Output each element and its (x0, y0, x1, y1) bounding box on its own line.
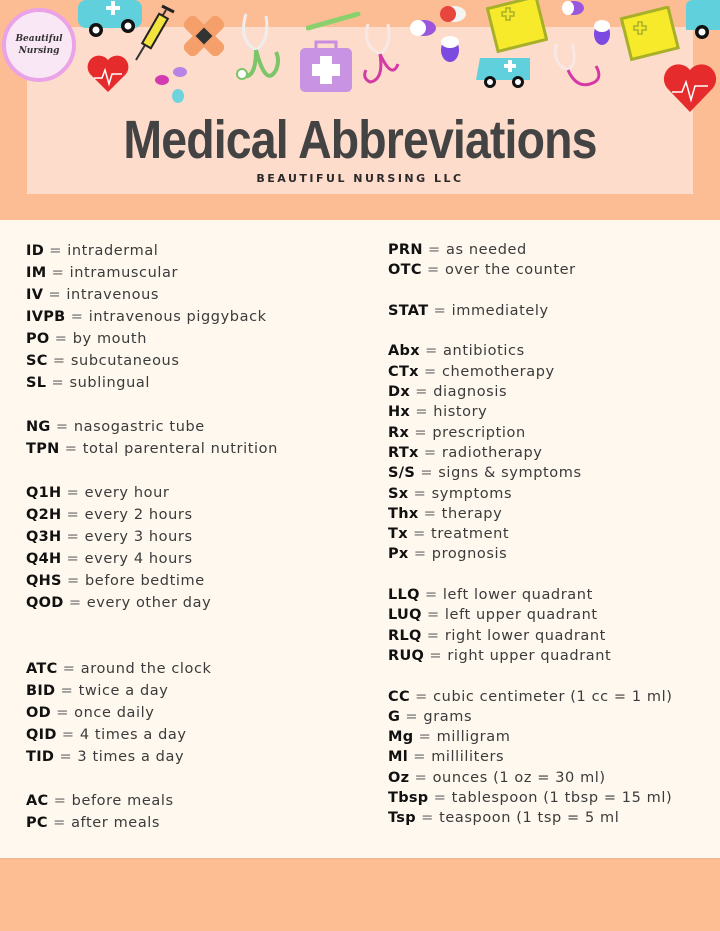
equals-sign: = (423, 444, 437, 461)
equals-sign: = (413, 526, 426, 543)
abbreviation-meaning: intradermal (67, 243, 159, 259)
ambulance-icon (686, 0, 720, 44)
stethoscope-icon (550, 40, 610, 90)
equals-sign: = (52, 353, 66, 369)
abbreviation-term: QOD (26, 595, 64, 611)
abbreviation-term: PC (26, 815, 48, 831)
equals-sign: = (429, 647, 443, 664)
equals-sign: = (66, 529, 80, 545)
abbreviation-term: RUQ (388, 647, 425, 664)
equals-sign: = (64, 441, 78, 457)
abbreviation-entry (26, 526, 278, 548)
first-aid-kit-icon (298, 40, 354, 94)
abbreviation-meaning: twice a day (78, 683, 169, 699)
abbreviation-entry (26, 350, 278, 372)
abbreviation-term: RTx (388, 444, 419, 461)
abbreviation-term: PRN (388, 242, 423, 258)
abbreviation-term: Abx (388, 343, 420, 360)
abbreviation-entry (26, 702, 278, 724)
group-spacer (388, 666, 673, 686)
equals-sign: = (424, 363, 437, 380)
abbreviation-entry (388, 687, 673, 707)
stethoscope-icon (362, 20, 404, 92)
group-spacer (26, 394, 278, 416)
thermometer-icon (306, 10, 362, 32)
abbreviation-term: RLQ (388, 627, 422, 644)
abbreviation-meaning: around the clock (80, 661, 212, 677)
group-spacer (26, 614, 278, 658)
abbreviation-term: PO (26, 331, 50, 347)
equals-sign: = (48, 287, 62, 303)
abbreviation-entry (388, 402, 673, 422)
abbreviation-entry (388, 240, 673, 260)
equals-sign: = (428, 242, 441, 258)
abbreviation-entry (26, 284, 278, 306)
abbreviation-meaning: history (433, 404, 488, 421)
abbreviation-entry (26, 262, 278, 284)
abbreviation-entry (388, 788, 673, 808)
abbreviation-term: CTx (388, 363, 419, 380)
equals-sign: = (60, 683, 74, 699)
equals-sign: = (53, 793, 67, 809)
right-column (388, 240, 673, 829)
abbreviation-meaning: grams (423, 708, 473, 725)
abbreviation-term: SL (26, 375, 47, 391)
abbreviation-meaning: every hour (84, 485, 170, 501)
equals-sign: = (405, 708, 419, 725)
abbreviation-entry (26, 306, 278, 328)
abbreviation-term: OTC (388, 262, 422, 279)
equals-sign: = (413, 485, 427, 502)
abbreviation-meaning: every other day (86, 595, 212, 611)
abbreviation-meaning: prescription (432, 424, 526, 441)
abbreviation-term: AC (26, 793, 49, 809)
abbreviation-entry (26, 328, 278, 350)
abbreviation-term: NG (26, 419, 51, 435)
abbreviation-term: LUQ (388, 607, 422, 624)
equals-sign: = (51, 265, 65, 281)
equals-sign: = (421, 810, 434, 827)
abbreviation-entry (26, 746, 278, 768)
equals-sign: = (424, 587, 438, 604)
notepad-icon (620, 6, 682, 66)
abbreviation-meaning: left upper quadrant (444, 607, 598, 624)
group-spacer (26, 460, 278, 482)
abbreviation-entry (388, 463, 673, 483)
abbreviation-meaning: ounces (1 oz = 30 ml) (432, 769, 606, 786)
abbreviation-term: IVPB (26, 309, 66, 325)
abbreviation-meaning: by mouth (72, 331, 148, 347)
abbreviation-entry (388, 341, 673, 361)
group-spacer (388, 281, 673, 301)
abbreviation-meaning: nasogastric tube (73, 419, 205, 435)
equals-sign: = (413, 749, 426, 766)
abbreviation-term: Px (388, 546, 409, 563)
abbreviation-entry (388, 808, 673, 828)
abbreviation-entry (388, 727, 673, 747)
syringe-icon (132, 4, 176, 64)
equals-sign: = (426, 262, 440, 279)
abbreviation-entry (388, 585, 673, 605)
abbreviation-meaning: signs & symptoms (438, 465, 582, 482)
abbreviation-meaning: tablespoon (1 tbsp = 15 ml) (451, 790, 673, 807)
stethoscope-icon (236, 10, 288, 94)
left-column (26, 240, 278, 834)
group-spacer (26, 768, 278, 790)
abbreviation-term: ATC (26, 661, 58, 677)
abbreviation-term: Q1H (26, 485, 62, 501)
abbreviation-term: Sx (388, 485, 409, 502)
abbreviation-meaning: right upper quadrant (447, 647, 612, 664)
abbreviation-meaning: intramuscular (69, 265, 179, 281)
equals-sign: = (54, 331, 68, 347)
abbreviation-entry (388, 707, 673, 727)
abbreviation-entry (388, 747, 673, 767)
abbreviation-entry (388, 504, 673, 524)
abbreviation-term: Tbsp (388, 790, 429, 807)
equals-sign: = (425, 343, 438, 360)
equals-sign: = (414, 424, 428, 441)
group-spacer (388, 321, 673, 341)
equals-sign: = (61, 727, 75, 743)
equals-sign: = (426, 607, 440, 624)
abbreviation-meaning: treatment (431, 526, 510, 543)
equals-sign: = (426, 627, 440, 644)
abbreviation-meaning: right lower quadrant (444, 627, 606, 644)
abbreviation-meaning: antibiotics (443, 343, 525, 360)
abbreviation-entry (26, 416, 278, 438)
abbreviation-meaning: every 4 hours (84, 551, 193, 567)
equals-sign: = (66, 485, 80, 501)
abbreviation-meaning: as needed (446, 242, 527, 258)
abbreviation-term: Tx (388, 526, 408, 543)
equals-sign: = (51, 375, 65, 391)
abbreviation-term: IV (26, 287, 44, 303)
pill-capsule-icon (154, 66, 190, 104)
abbreviation-entry (388, 626, 673, 646)
heart-pulse-icon (86, 54, 130, 94)
abbreviation-entry (26, 680, 278, 702)
equals-sign: = (433, 302, 447, 319)
abbreviation-entry (26, 790, 278, 812)
brand-logo (2, 8, 76, 82)
abbreviation-meaning: after meals (71, 815, 161, 831)
equals-sign: = (70, 309, 84, 325)
page-title: Medical Abbreviations (123, 110, 597, 170)
abbreviation-meaning: intravenous piggyback (88, 309, 267, 325)
abbreviation-term: Q2H (26, 507, 62, 523)
abbreviation-term: TID (26, 749, 55, 765)
equals-sign: = (62, 661, 76, 677)
abbreviation-term: LLQ (388, 587, 420, 604)
abbreviation-entry (26, 482, 278, 504)
abbreviation-meaning: therapy (441, 505, 503, 522)
abbreviation-entry (388, 443, 673, 463)
abbreviations-body (0, 220, 720, 858)
abbreviation-meaning: teaspoon (1 tsp = 5 ml (439, 810, 620, 827)
abbreviation-entry (388, 423, 673, 443)
abbreviation-term: CC (388, 688, 410, 705)
abbreviation-term: Q4H (26, 551, 62, 567)
abbreviation-meaning: milligram (436, 729, 511, 746)
abbreviation-entry (388, 646, 673, 666)
equals-sign: = (433, 790, 447, 807)
abbreviation-term: SC (26, 353, 48, 369)
abbreviation-meaning: total parenteral nutrition (82, 441, 278, 457)
abbreviation-term: Q3H (26, 529, 62, 545)
abbreviation-entry (26, 548, 278, 570)
abbreviation-term: BID (26, 683, 56, 699)
equals-sign: = (420, 465, 434, 482)
abbreviation-entry (388, 301, 673, 321)
equals-sign: = (68, 595, 82, 611)
abbreviation-meaning: once daily (74, 705, 155, 721)
abbreviation-meaning: diagnosis (433, 384, 508, 401)
abbreviation-entry (26, 240, 278, 262)
equals-sign: = (418, 729, 432, 746)
equals-sign: = (413, 546, 427, 563)
abbreviation-meaning: every 2 hours (84, 507, 193, 523)
abbreviation-term: Rx (388, 424, 410, 441)
equals-sign: = (56, 705, 69, 721)
equals-sign: = (59, 749, 73, 765)
abbreviation-meaning: radiotherapy (441, 444, 543, 461)
abbreviation-entry (26, 812, 278, 834)
equals-sign: = (66, 551, 80, 567)
abbreviation-term: TPN (26, 441, 60, 457)
abbreviation-meaning: left lower quadrant (442, 587, 593, 604)
group-spacer (388, 565, 673, 585)
header-banner (0, 0, 720, 220)
equals-sign: = (55, 419, 69, 435)
abbreviation-entry (388, 260, 673, 280)
abbreviation-entry (388, 382, 673, 402)
abbreviation-entry (388, 605, 673, 625)
abbreviation-term: QID (26, 727, 57, 743)
footer-band (0, 858, 720, 931)
abbreviation-term: Oz (388, 769, 410, 786)
abbreviation-term: Tsp (388, 810, 416, 827)
abbreviation-entry (388, 362, 673, 382)
abbreviation-entry (388, 768, 673, 788)
abbreviation-term: S/S (388, 465, 416, 482)
abbreviation-entry (388, 544, 673, 564)
abbreviation-term: G (388, 708, 401, 725)
logo-line1: Beautiful (15, 34, 63, 44)
abbreviation-meaning: every 3 hours (84, 529, 193, 545)
abbreviation-entry (26, 658, 278, 680)
equals-sign: = (53, 815, 66, 831)
abbreviation-term: Mg (388, 729, 414, 746)
abbreviation-entry (26, 570, 278, 592)
equals-sign: = (415, 688, 428, 705)
abbreviation-meaning: cubic centimeter (1 cc = 1 ml) (433, 688, 673, 705)
abbreviation-meaning: sublingual (69, 375, 150, 391)
abbreviation-entry (388, 484, 673, 504)
equals-sign: = (414, 769, 428, 786)
abbreviation-meaning: prognosis (431, 546, 508, 563)
equals-sign: = (415, 404, 429, 421)
abbreviation-meaning: subcutaneous (70, 353, 180, 369)
abbreviation-entry (388, 524, 673, 544)
abbreviation-entry (26, 592, 278, 614)
heart-pulse-icon (662, 62, 718, 114)
abbreviation-term: ID (26, 243, 45, 259)
logo-line2: Nursing (18, 46, 60, 56)
equals-sign: = (66, 507, 80, 523)
abbreviation-entry (26, 504, 278, 526)
equals-sign: = (423, 505, 437, 522)
abbreviation-meaning: immediately (451, 302, 549, 319)
abbreviation-meaning: 4 times a day (79, 727, 187, 743)
notepad-icon (486, 0, 548, 54)
abbreviation-term: Hx (388, 404, 411, 421)
abbreviation-term: Dx (388, 384, 410, 401)
abbreviation-term: IM (26, 265, 47, 281)
page-subtitle: BEAUTIFUL NURSING LLC (256, 172, 464, 185)
equals-sign: = (67, 573, 80, 589)
abbreviation-term: OD (26, 705, 51, 721)
abbreviation-entry (26, 372, 278, 394)
abbreviation-meaning: before bedtime (85, 573, 205, 589)
abbreviation-term: Ml (388, 749, 408, 766)
ambulance-icon (474, 50, 536, 92)
abbreviation-entry (26, 438, 278, 460)
abbreviation-meaning: symptoms (431, 485, 513, 502)
abbreviation-entry (26, 724, 278, 746)
abbreviation-meaning: 3 times a day (77, 749, 185, 765)
equals-sign: = (415, 384, 428, 401)
abbreviation-term: QHS (26, 573, 62, 589)
abbreviation-meaning: chemotherapy (441, 363, 555, 380)
equals-sign: = (49, 243, 62, 259)
abbreviation-meaning: before meals (71, 793, 174, 809)
abbreviation-term: Thx (388, 505, 419, 522)
abbreviation-meaning: over the counter (444, 262, 576, 279)
bandage-icon (180, 12, 228, 60)
abbreviation-term: STAT (388, 302, 429, 319)
abbreviation-meaning: milliliters (431, 749, 505, 766)
abbreviation-meaning: intravenous (66, 287, 160, 303)
